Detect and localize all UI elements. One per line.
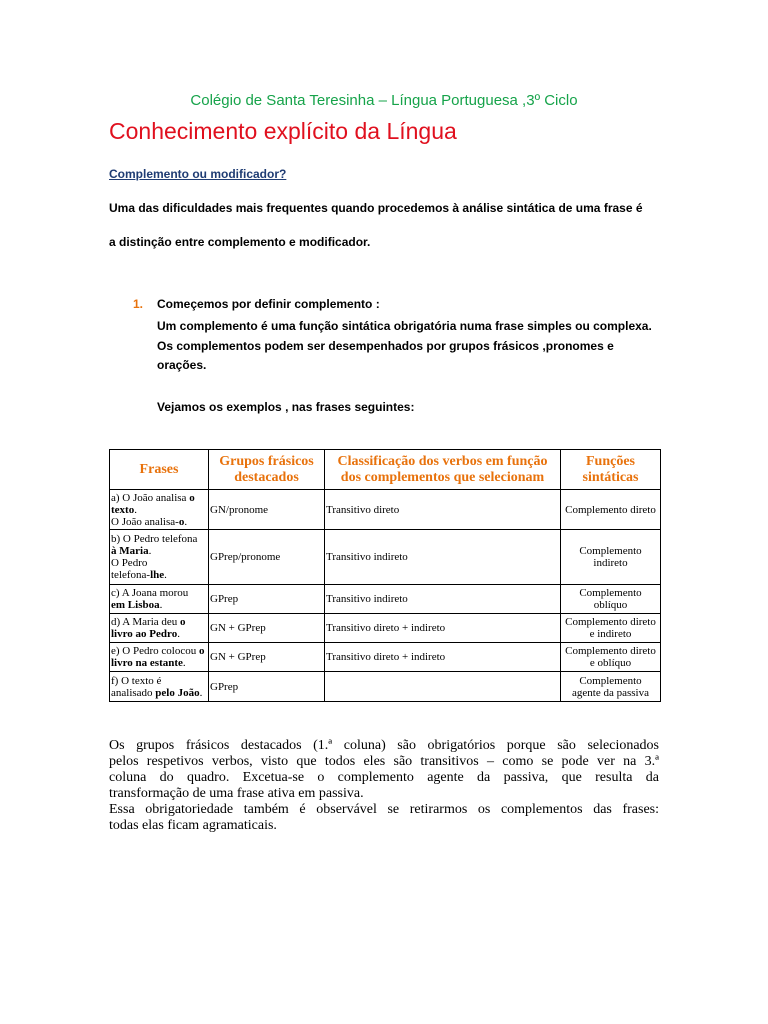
classification-cell: Transitivo direto + indireto (325, 614, 561, 643)
classification-cell: Transitivo indireto (325, 585, 561, 614)
group-cell: GPrep/pronome (209, 530, 325, 585)
function-cell: Complemento direto e oblíquo (561, 643, 661, 672)
list-line-3: Os complementos podem ser desempenhados por grupos frásicos ,pronomes e (157, 339, 614, 353)
function-cell: Complemento direto e indireto (561, 614, 661, 643)
function-cell: Complemento agente da passiva (561, 672, 661, 702)
table-row (110, 643, 661, 672)
classification-cell: Transitivo indireto (325, 530, 561, 585)
school-header: Colégio de Santa Teresinha – Língua Portuguesa ,3º Ciclo (190, 92, 578, 109)
header-frases: Frases (110, 450, 209, 490)
list-line-2: Um complemento é uma função sintática obrigatória numa frase simples ou complexa. (157, 319, 652, 333)
list-line-5: Vejamos os exemplos , nas frases seguintes: (157, 400, 415, 414)
group-cell: GPrep (209, 672, 325, 702)
table-row (110, 585, 661, 614)
paragraph-line: transformação de uma frase ativa em passiva. (109, 786, 364, 801)
function-cell: Complemento indireto (561, 530, 661, 585)
function-cell: Complemento direto (561, 490, 661, 530)
table-row (110, 490, 661, 530)
group-cell: GN + GPrep (209, 643, 325, 672)
list-number: 1. (133, 297, 144, 311)
group-cell: GN + GPrep (209, 614, 325, 643)
list-line-1: Começemos por definir complemento : (157, 297, 380, 311)
frase-cell: e) O Pedro colocou o livro na estante. (110, 643, 209, 672)
classification-cell (325, 672, 561, 702)
paragraph-line: coluna do quadro. Excetua-se o complemento agente da passiva, que resulta da (109, 770, 659, 785)
explanation-paragraph (109, 738, 659, 834)
paragraph-line: Essa obrigatoriedade também é observável se retirarmos os complementos das frases: (109, 802, 659, 817)
table-row (110, 672, 661, 702)
intro-line-2: a distinção entre complemento e modificador. (109, 235, 371, 249)
paragraph-line: Os grupos frásicos destacados (1.ª coluna) são obrigatórios porque são selecionados (109, 738, 659, 753)
group-cell: GN/pronome (209, 490, 325, 530)
function-cell: Complemento oblíquo (561, 585, 661, 614)
classification-cell: Transitivo direto + indireto (325, 643, 561, 672)
header-classificacao: Classificação dos verbos em função dos complementos que selecionam (325, 450, 561, 490)
group-cell: GPrep (209, 585, 325, 614)
page-title: Conhecimento explícito da Língua (109, 118, 457, 144)
intro-line-1: Uma das dificuldades mais frequentes quando procedemos à análise sintática de uma frase é (109, 201, 643, 215)
frase-cell: a) O João analisa o texto. O João analisa-o. (110, 490, 209, 530)
examples-table (109, 449, 661, 702)
frase-cell: b) O Pedro telefona à Maria. O Pedro telefona-lhe. (110, 530, 209, 585)
header-funcoes: Funções sintáticas (561, 450, 661, 490)
table-header-row (110, 450, 661, 490)
frase-cell: d) A Maria deu o livro ao Pedro. (110, 614, 209, 643)
table-row (110, 530, 661, 585)
frase-cell: c) A Joana morou em Lisboa. (110, 585, 209, 614)
table-row (110, 614, 661, 643)
classification-cell: Transitivo direto (325, 490, 561, 530)
paragraph-line: pelos respetivos verbos, visto que todos eles são transitivos – como se pode ver na 3.ª (109, 754, 659, 769)
list-line-4: orações. (157, 358, 207, 372)
header-grupos: Grupos frásicos destacados (209, 450, 325, 490)
section-subtitle: Complemento ou modificador? (109, 167, 287, 181)
frase-cell: f) O texto é analisado pelo João. (110, 672, 209, 702)
paragraph-line: todas elas ficam agramaticais. (109, 818, 277, 833)
